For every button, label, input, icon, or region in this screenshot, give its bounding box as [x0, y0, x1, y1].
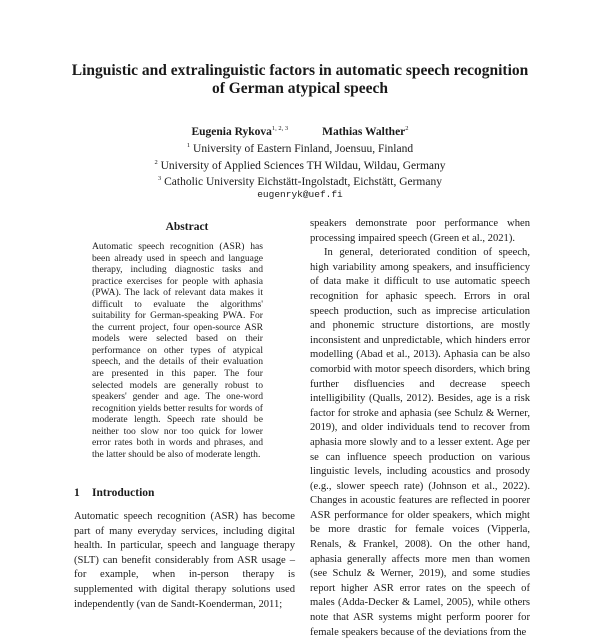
- author-name: Eugenia Rykova: [191, 125, 272, 138]
- author-email: eugenryk@uef.fi: [257, 189, 343, 201]
- affiliation: $^1$ University of Eastern Finland, Joensuu, Finland: [186, 141, 414, 155]
- right-column: [310, 217, 530, 640]
- section-title: Introduction: [92, 487, 155, 499]
- paper-title-line-1: Linguistic and extralinguistic factors in automatic speech recognition: [71, 62, 529, 79]
- abstract-text: Automatic speech recognition (ASR) has been already used in speech and language therapy, including diagnostic tasks and practice exercises for people with aphasia (PWA). The lack of relevant data makes it difficult to evaluate the algorithms' suitability for German-speaking PWA. For the current project, four open-source ASR models were selected based on their performance on other types of atypical speech, and the details of their evaluation are presented in this paper. The four selected models are generally robust to speakers' gender and age. The one-word recognition yields better results for words of moderate length. Speech rate should be neither too slow nor too quick for lower error rates both in words and phrases, and the latter should be also of moderate length.: [92, 241, 263, 460]
- abstract-heading: Abstract: [165, 221, 209, 233]
- introduction-text: Automatic speech recognition (ASR) has become part of many everyday services, including digital health. In particular, speech and language therapy (SLT) can benefit considerably from ASR usage – for example, when in-person therapy is supplemented with digital therapy solutions used independently (van de Sandt-Koenderman, 2011;: [74, 511, 295, 610]
- paragraph: In general, deteriorated condition of speech, high variability among speakers, and insufficiency of data make it difficult to use automatic speech recognition for aphasic speech. Errors in oral speech production, such as imprecise articulation and phonemic structure distortions, are mostly inconsistent and unpredictable, which hinders error modelling (Abad et al., 2013). Aphasia can be also comorbid with motor speech disorders, which bring further disfluencies and decrease speech intelligibility (Qualls, 2012). Besides, age is a risk factor for stroke and aphasia (see Schulz & Werner, 2019), and older individuals tend to recover from aphasia more slowly and to a lesser extent. Age per se can influence speech production on various linguistic levels, including acoustics and prosody (e.g., slower speech rate) (Johnson et al., 2022). Changes in acoustic features are reflected in poorer ASR performance for older speakers, which might be more drastic for female voices (Vipperla, Renals, & Frankel, 2008). On the other hand, aphasia generally affects more men than women (see Schulz & Werner, 2019), and some studies report higher ASR error rates on the speech of males (Adda-Decker & Lamel, 2005), while others note that ASR systems might perform poorer for female speakers because of the deviations from the: [310, 247, 530, 638]
- section-heading: [74, 487, 304, 499]
- affiliation: $^2$ University of Applied Sciences TH Wildau, Wildau, Germany: [154, 158, 446, 172]
- affiliation: $^3$ Catholic University Eichstätt-Ingolstadt, Eichstätt, Germany: [158, 175, 442, 189]
- author-superscript: 1, 2, 3: [271, 125, 289, 132]
- author-superscript: 2: [405, 125, 409, 132]
- section-number: 1: [74, 487, 80, 499]
- paper-title-line-2: of German atypical speech: [211, 80, 389, 97]
- paper-title: [40, 62, 560, 98]
- author-names: [60, 122, 540, 139]
- author-block: [60, 122, 540, 201]
- paragraph: speakers demonstrate poor performance when processing impaired speech (Green et al., 2021).: [310, 218, 530, 244]
- author-name: Mathias Walther: [322, 125, 406, 138]
